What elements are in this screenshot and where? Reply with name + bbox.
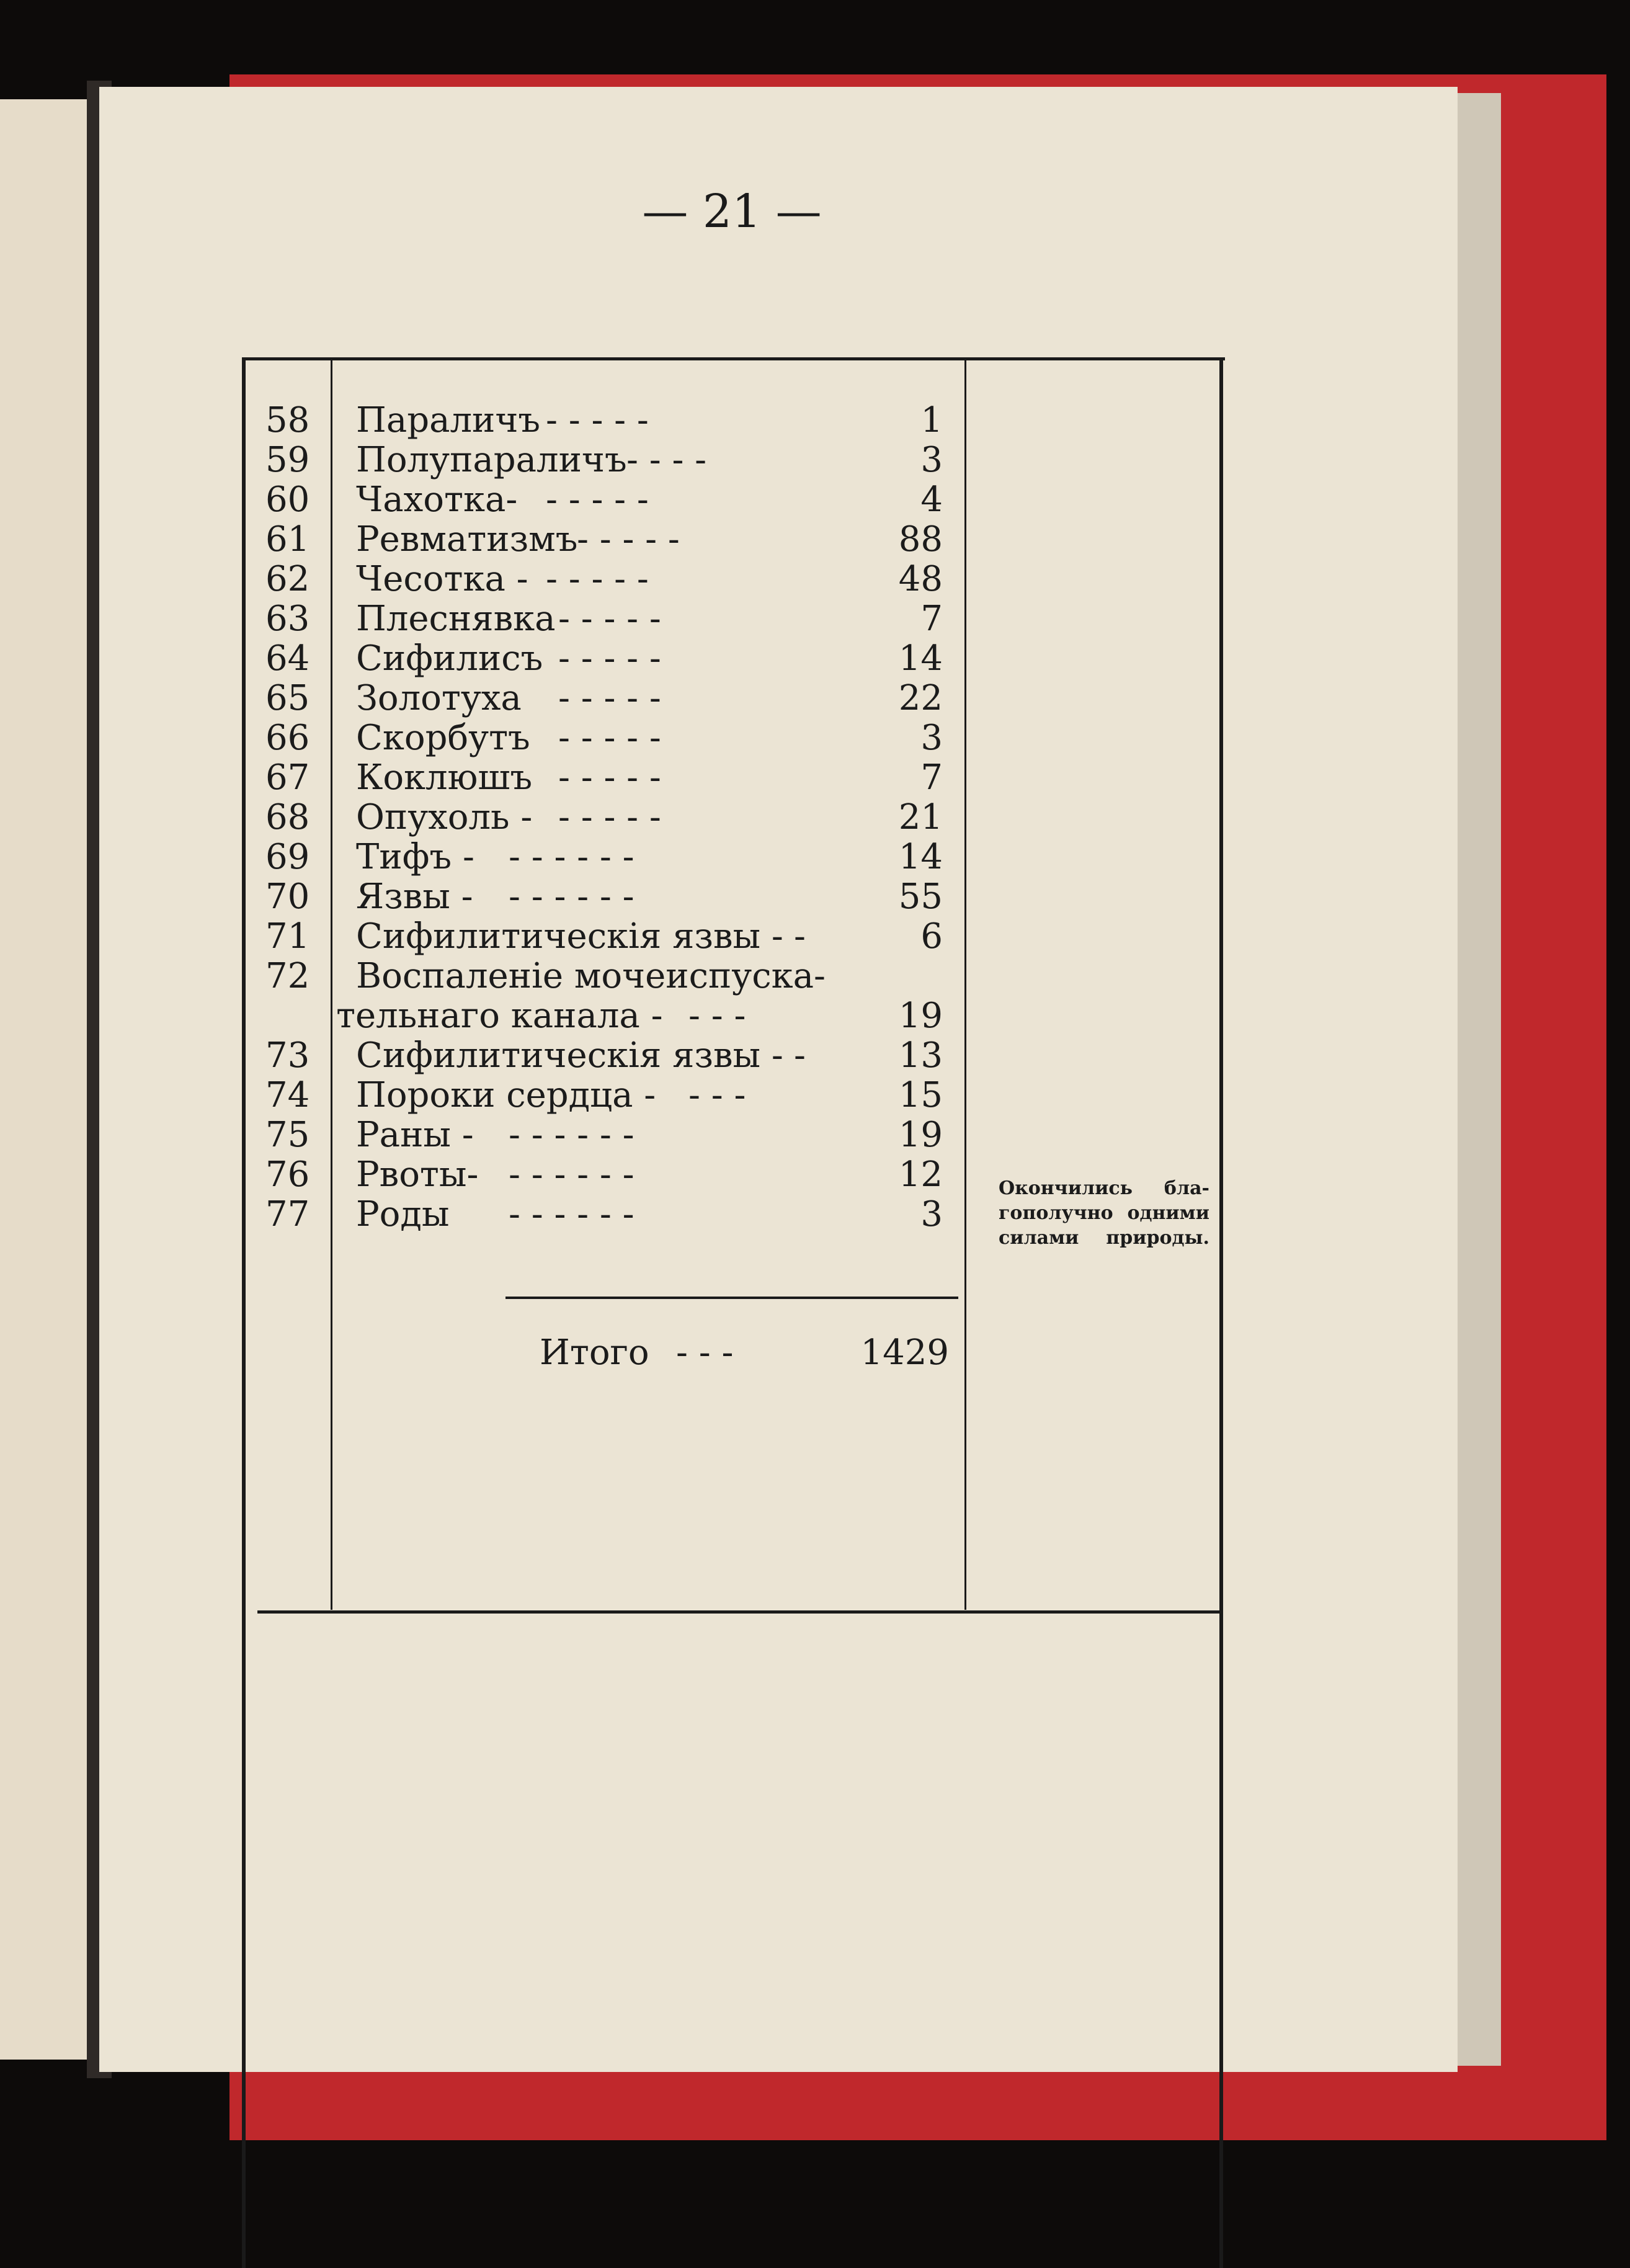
disease-name: Пороки сердца - bbox=[356, 1075, 656, 1115]
leader-dashes: - - - - - bbox=[558, 757, 661, 798]
disease-name: Сифилитическія язвы - bbox=[356, 916, 783, 957]
row-number: 58 bbox=[265, 400, 310, 440]
leader-dashes: - - - - - bbox=[577, 519, 680, 560]
row-number: 72 bbox=[265, 956, 310, 996]
case-count: 48 bbox=[898, 559, 943, 599]
table-right-border bbox=[1219, 357, 1223, 2268]
column-divider-1 bbox=[331, 360, 332, 1610]
case-count: 19 bbox=[898, 1115, 943, 1155]
disease-name: Тифъ - bbox=[356, 837, 474, 877]
disease-name: Опухоль - bbox=[356, 797, 533, 837]
case-count: 14 bbox=[898, 837, 943, 877]
row-number: 71 bbox=[265, 916, 310, 957]
row-number: 61 bbox=[265, 519, 310, 560]
leader-dashes: - - - - - bbox=[558, 718, 661, 758]
disease-name: Роды bbox=[356, 1194, 450, 1234]
case-count: 3 bbox=[920, 1194, 943, 1234]
facing-page bbox=[0, 99, 87, 2060]
remark-note: Окончились бла-гополучно одними силами природы. bbox=[999, 1177, 1209, 1249]
disease-name: Чахотка- bbox=[356, 480, 518, 520]
disease-name: Рвоты- bbox=[356, 1154, 479, 1195]
row-number: 68 bbox=[265, 797, 310, 837]
disease-name: тельнаго канала - bbox=[336, 996, 663, 1036]
row-number: 62 bbox=[265, 559, 310, 599]
row-number: 77 bbox=[265, 1194, 310, 1234]
row-number: 76 bbox=[265, 1154, 310, 1195]
leader-dashes: - - - bbox=[688, 1075, 746, 1115]
leader-dashes: - - - - bbox=[626, 440, 707, 480]
disease-name: Язвы - bbox=[356, 877, 473, 917]
page-number: — 21 — bbox=[642, 185, 822, 238]
case-count: 13 bbox=[898, 1035, 943, 1076]
case-count: 14 bbox=[898, 638, 943, 679]
row-number: 66 bbox=[265, 718, 310, 758]
total-value: 1429 bbox=[860, 1333, 949, 1373]
leader-dashes: - - - - - - bbox=[509, 837, 635, 877]
row-number: 65 bbox=[265, 678, 310, 718]
case-count: 3 bbox=[920, 718, 943, 758]
case-count: 55 bbox=[898, 877, 943, 917]
case-count: 88 bbox=[898, 519, 943, 560]
leader-dashes: - - - - - bbox=[558, 599, 661, 639]
case-count: 22 bbox=[898, 678, 943, 718]
row-number: 60 bbox=[265, 480, 310, 520]
disease-name: Чесотка - bbox=[356, 559, 528, 599]
total-dashes: - - - bbox=[676, 1333, 734, 1373]
row-number: 74 bbox=[265, 1075, 310, 1115]
disease-name: Сифилисъ bbox=[356, 638, 543, 679]
row-number: 70 bbox=[265, 877, 310, 917]
row-number: 69 bbox=[265, 837, 310, 877]
row-number: 67 bbox=[265, 757, 310, 798]
case-count: 21 bbox=[898, 797, 943, 837]
disease-name: Раны - bbox=[356, 1115, 474, 1155]
case-count: 4 bbox=[920, 480, 943, 520]
leader-dashes: - - - - - bbox=[546, 400, 649, 440]
disease-name: Плеснявка bbox=[356, 599, 556, 639]
leader-dashes: - bbox=[794, 1035, 806, 1076]
leader-dashes: - - - - - bbox=[546, 559, 649, 599]
case-count: 15 bbox=[898, 1075, 943, 1115]
disease-name: Ревматизмъ bbox=[356, 519, 578, 560]
total-rule bbox=[505, 1297, 958, 1299]
total-label: Итого bbox=[540, 1333, 649, 1373]
case-count: 6 bbox=[920, 916, 943, 957]
case-count: 12 bbox=[898, 1154, 943, 1195]
disease-name: Коклюшъ bbox=[356, 757, 533, 798]
table-bottom-rule bbox=[257, 1610, 1222, 1614]
leader-dashes: - - - - - bbox=[546, 480, 649, 520]
leader-dashes: - - - - - bbox=[558, 797, 661, 837]
leader-dashes: - - - - - - bbox=[509, 877, 635, 917]
leader-dashes: - - - - - - bbox=[509, 1194, 635, 1234]
disease-name: Сифилитическія язвы - bbox=[356, 1035, 783, 1076]
leader-dashes: - - - - - bbox=[558, 638, 661, 679]
disease-name: Золотуха bbox=[356, 678, 522, 718]
row-number: 73 bbox=[265, 1035, 310, 1076]
disease-name: Полупараличъ bbox=[356, 440, 627, 480]
leader-dashes: - - - bbox=[688, 996, 746, 1036]
case-count: 7 bbox=[920, 757, 943, 798]
leader-dashes: - - - - - bbox=[558, 678, 661, 718]
case-count: 3 bbox=[920, 440, 943, 480]
table-left-border bbox=[242, 357, 246, 2268]
disease-name: Параличъ bbox=[356, 400, 541, 440]
case-count: 7 bbox=[920, 599, 943, 639]
row-number: 75 bbox=[265, 1115, 310, 1155]
case-count: 19 bbox=[898, 996, 943, 1036]
disease-name: Воспаленіе мочеиспуска- bbox=[356, 956, 826, 996]
case-count: 1 bbox=[920, 400, 943, 440]
table-top-rule bbox=[242, 357, 1225, 360]
disease-name: Скорбутъ bbox=[356, 718, 530, 758]
row-number: 59 bbox=[265, 440, 310, 480]
row-number: 64 bbox=[265, 638, 310, 679]
column-divider-2 bbox=[964, 360, 966, 1610]
leader-dashes: - - - - - - bbox=[509, 1115, 635, 1155]
leader-dashes: - bbox=[794, 916, 806, 957]
leader-dashes: - - - - - - bbox=[509, 1154, 635, 1195]
row-number: 63 bbox=[265, 599, 310, 639]
